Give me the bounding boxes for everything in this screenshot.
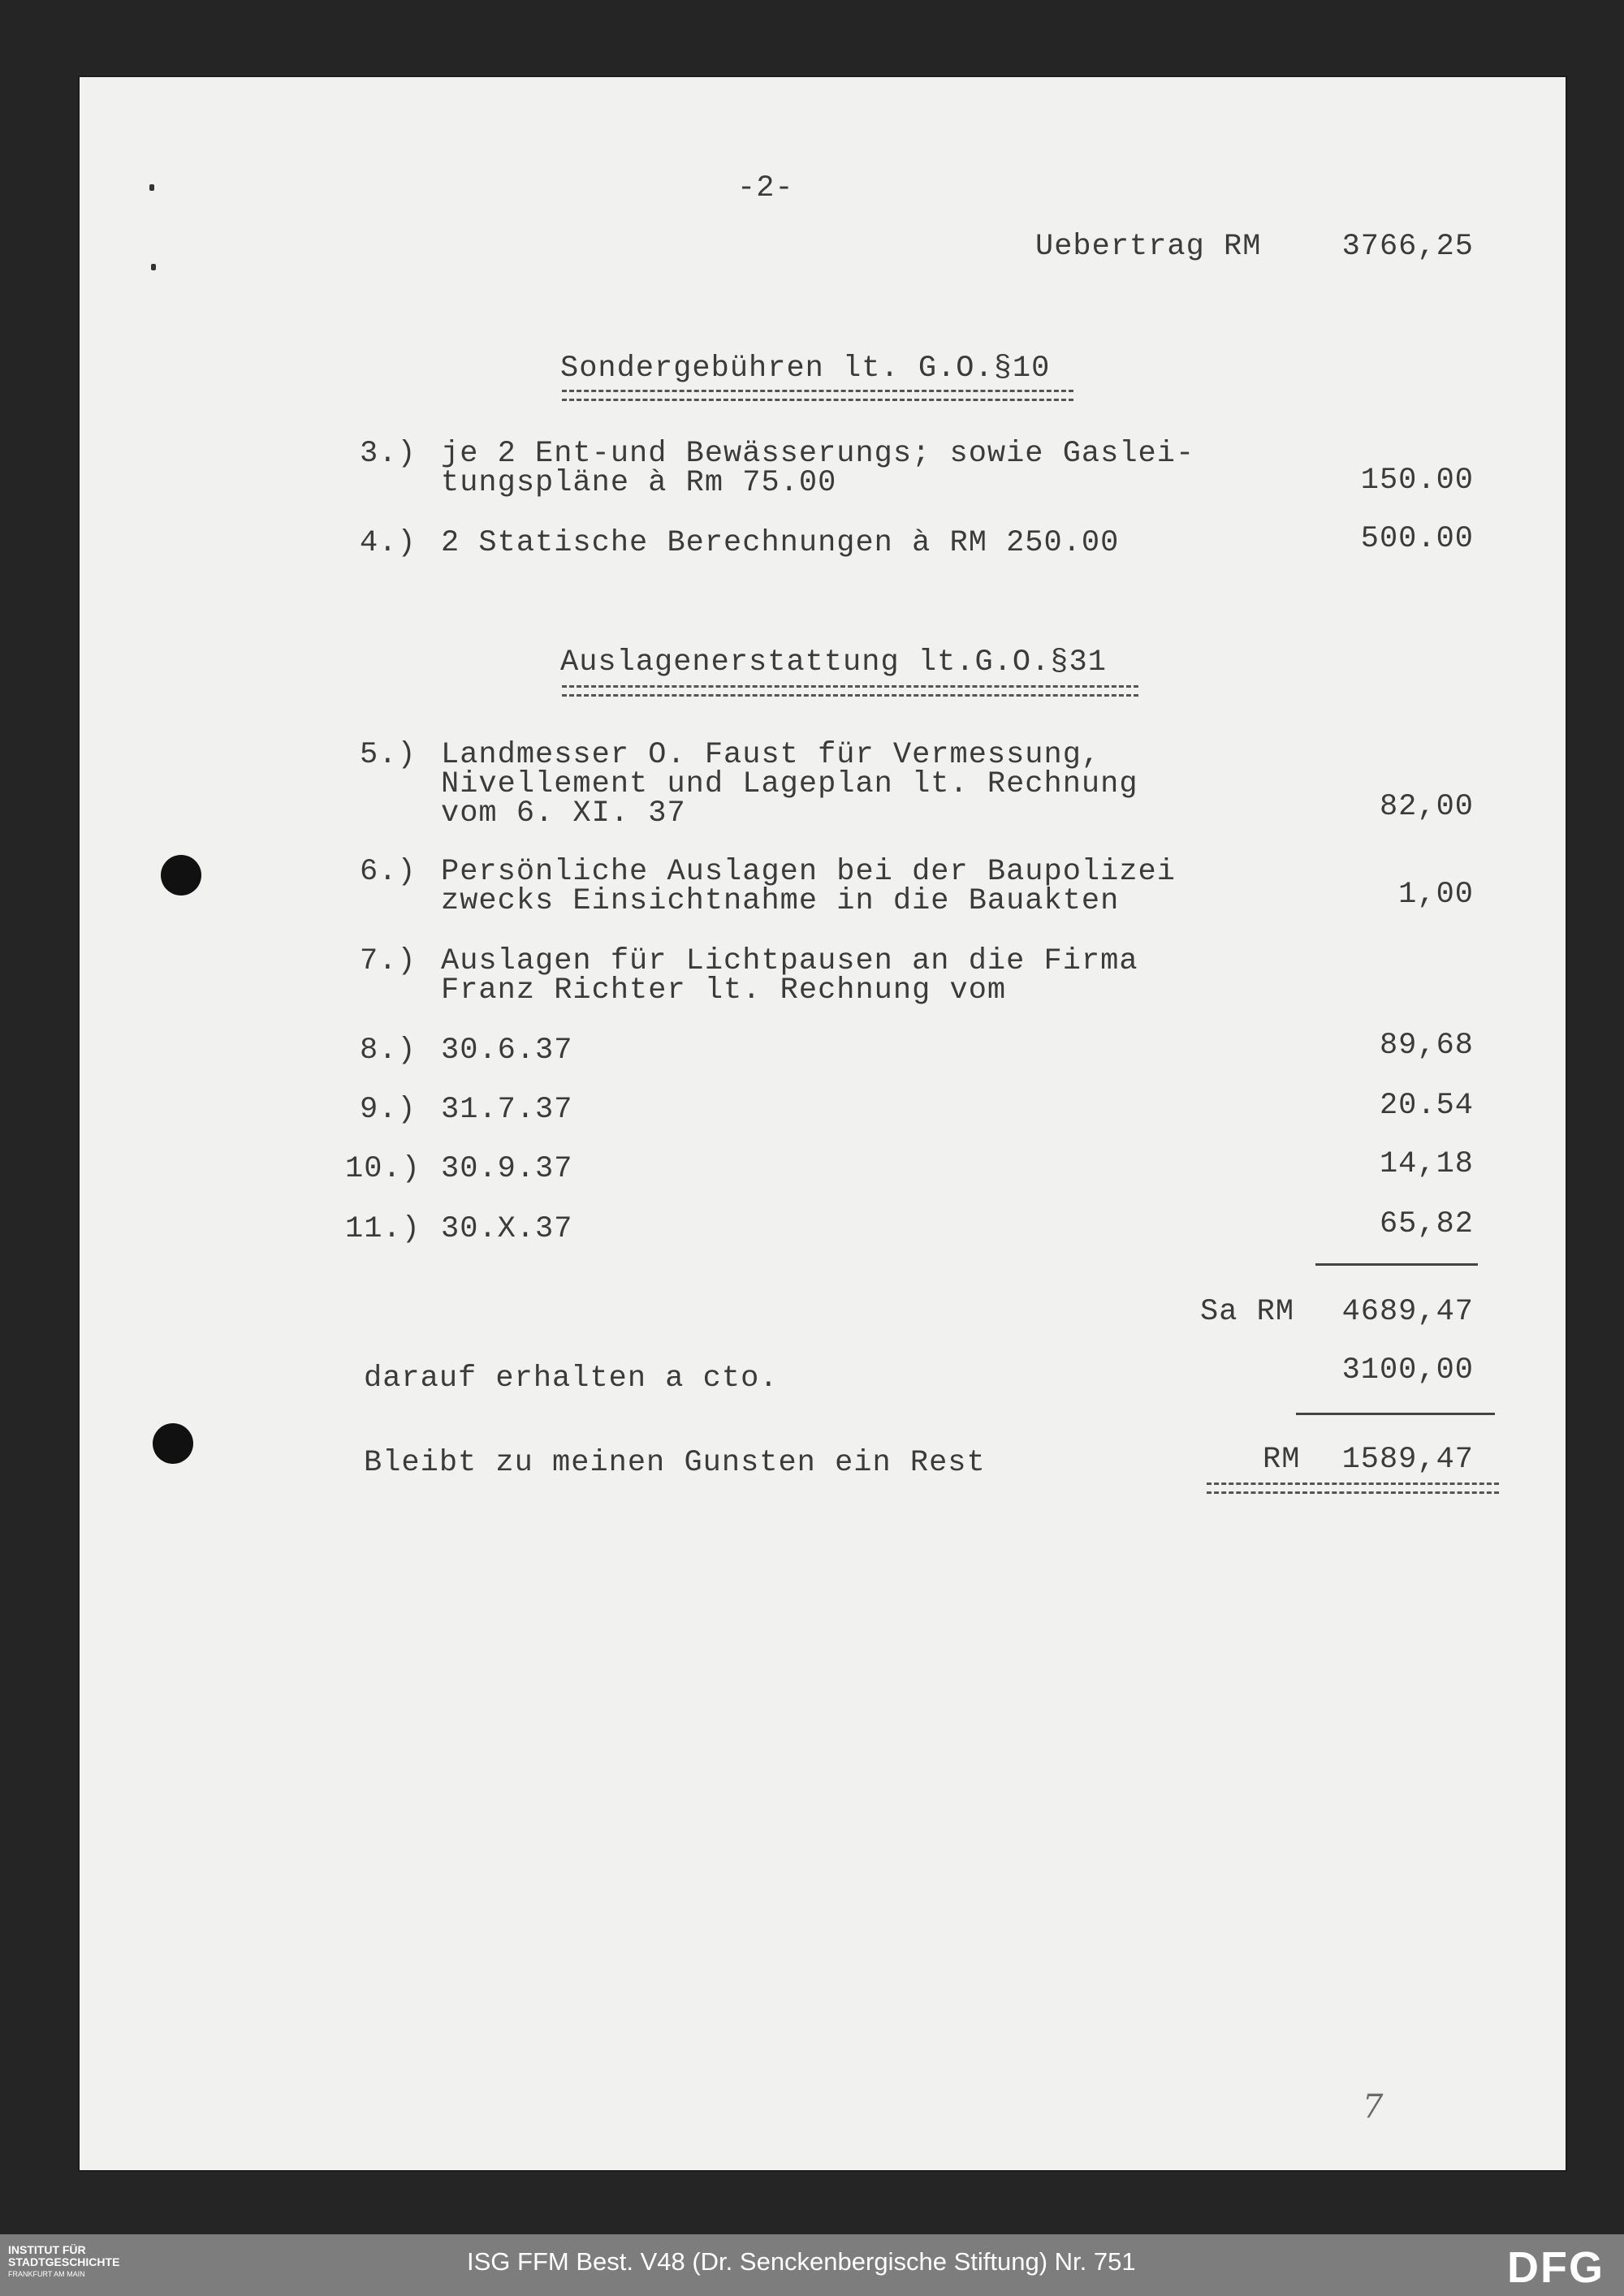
item-text-line: Franz Richter lt. Rechnung vom: [441, 973, 1007, 1008]
item-text-line: Nivellement und Lageplan lt. Rechnung: [441, 767, 1138, 801]
balance-rule: [1296, 1413, 1495, 1415]
punch-hole-top: [161, 855, 201, 896]
item-number: 7.): [360, 944, 417, 978]
shelfmark: ISG FFM Best. V48 (Dr. Senckenbergische Stiftung) Nr. 751: [467, 2247, 1136, 2276]
paper-speck: [149, 184, 154, 191]
item-text-line: 31.7.37: [441, 1093, 573, 1127]
handwritten-page-number: 7: [1363, 2088, 1384, 2126]
subtotal-amount: 4689,47: [1341, 1295, 1474, 1329]
item-text-line: 2 Statische Berechnungen à RM 250.00: [441, 526, 1120, 560]
item-number: 11.): [345, 1212, 421, 1246]
sum-rule: [1315, 1263, 1478, 1266]
balance-amount: 1589,47: [1341, 1443, 1474, 1477]
item-amount: 150.00: [1360, 464, 1474, 498]
paper-speck: [151, 264, 156, 270]
item-amount: 14,18: [1379, 1147, 1474, 1181]
dfg-logo: DFG: [1507, 2243, 1605, 2292]
item-text-line: 30.X.37: [441, 1212, 573, 1246]
item-number: 8.): [360, 1034, 417, 1068]
item-text-line: tungspläne à Rm 75.00: [441, 466, 837, 500]
heading-double-underline: [562, 685, 1138, 697]
balance-double-underline: [1207, 1482, 1499, 1494]
received-label: darauf erhalten a cto.: [364, 1362, 779, 1396]
carry-over-label: Uebertrag RM: [1035, 230, 1262, 264]
institute-line: FRANKFURT AM MAIN: [8, 2270, 85, 2278]
institute-logo: [8, 2244, 119, 2281]
item-text-line: je 2 Ent-und Bewässerungs; sowie Gaslei-: [441, 437, 1195, 471]
item-text-line: 30.9.37: [441, 1152, 573, 1186]
item-number: 4.): [360, 526, 417, 560]
balance-label: Bleibt zu meinen Gunsten ein Rest: [364, 1446, 986, 1480]
item-number: 6.): [360, 855, 417, 889]
heading-double-underline: [562, 390, 1073, 401]
item-amount: 500.00: [1360, 522, 1474, 556]
item-number: 3.): [360, 437, 417, 471]
item-text-line: Persönliche Auslagen bei der Baupolizei: [441, 855, 1176, 889]
balance-currency: RM: [1263, 1443, 1301, 1477]
archive-footer-bar: [0, 2234, 1624, 2296]
page-number: -2-: [737, 171, 794, 205]
section-heading-sondergebuehren: Sondergebühren lt. G.O.§10: [560, 352, 1051, 386]
item-text-line: vom 6. XI. 37: [441, 796, 686, 831]
institute-line: INSTITUT FÜR: [8, 2243, 86, 2256]
item-amount: 89,68: [1379, 1029, 1474, 1063]
item-amount: 65,82: [1379, 1207, 1474, 1241]
section-heading-auslagenerstattung: Auslagenerstattung lt.G.O.§31: [560, 645, 1107, 680]
item-number: 5.): [360, 738, 417, 772]
item-number: 9.): [360, 1093, 417, 1127]
institute-line: STADTGESCHICHTE: [8, 2255, 120, 2268]
punch-hole-bottom: [153, 1423, 193, 1464]
carry-over-amount: 3766,25: [1341, 230, 1474, 264]
item-amount: 20.54: [1379, 1089, 1474, 1123]
item-amount: 1,00: [1398, 878, 1474, 912]
item-text-line: Auslagen für Lichtpausen an die Firma: [441, 944, 1138, 978]
item-text-line: zwecks Einsichtnahme in die Bauakten: [441, 884, 1120, 918]
received-amount: 3100,00: [1341, 1353, 1474, 1388]
item-amount: 82,00: [1379, 790, 1474, 824]
subtotal-label: Sa RM: [1200, 1295, 1295, 1329]
item-text-line: 30.6.37: [441, 1034, 573, 1068]
item-number: 10.): [345, 1152, 421, 1186]
item-text-line: Landmesser O. Faust für Vermessung,: [441, 738, 1101, 772]
